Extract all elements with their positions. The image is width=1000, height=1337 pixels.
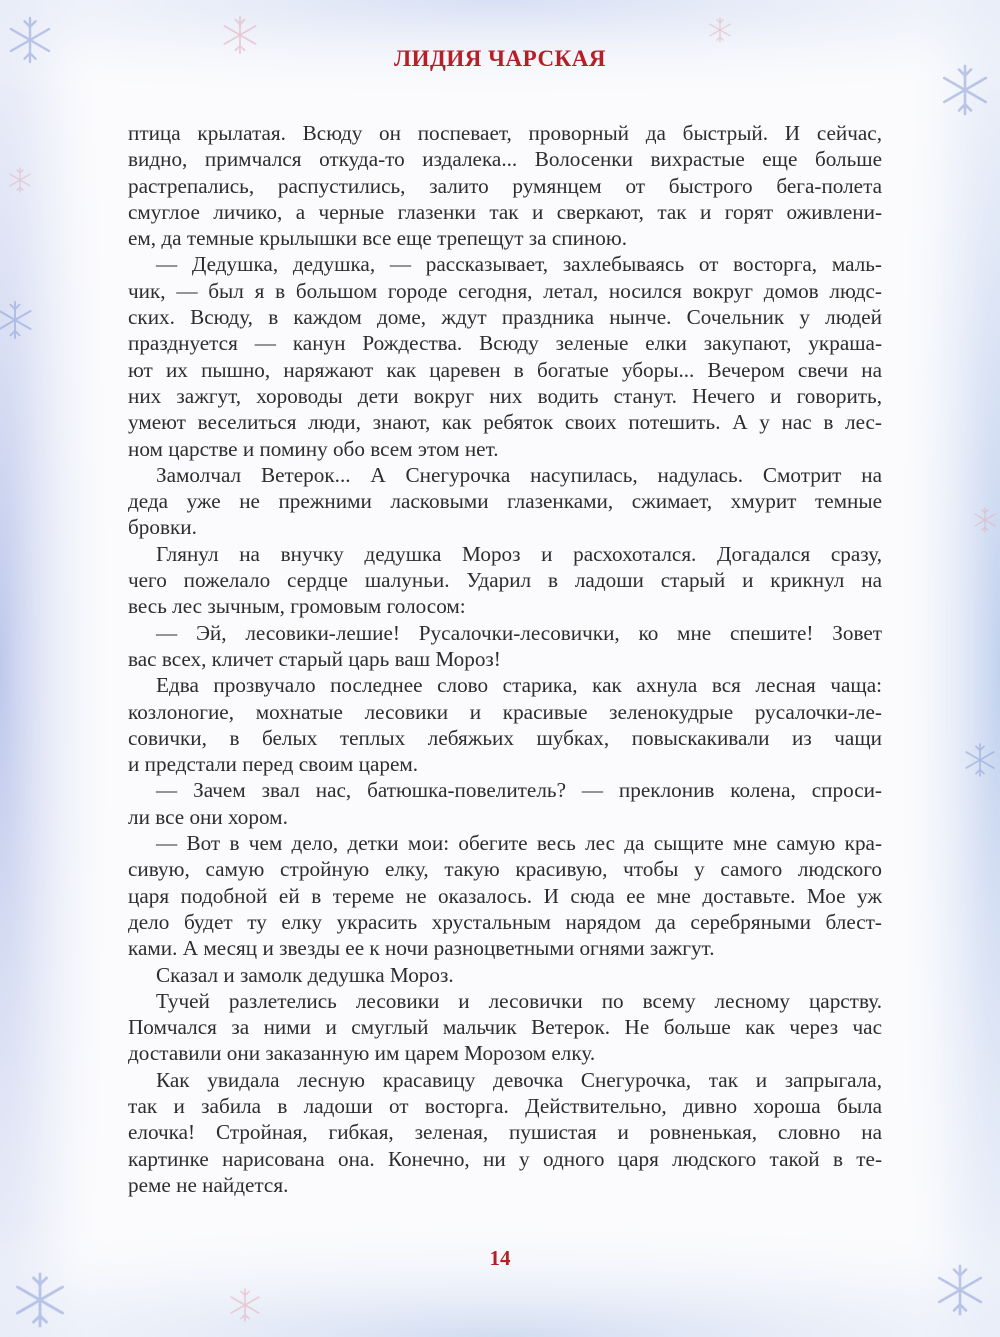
text-line: Замолчал Ветерок... А Снегурочка насупилась, надулась. Смотрит на (156, 462, 882, 487)
text-line: сивую, самую стройную елку, такую красивую, чтобы у самого людского (128, 857, 882, 882)
text-line: ют их пышно, наряжают как царевен в богатые уборы... Вечером свечи на (128, 357, 882, 382)
running-header-author: ЛИДИЯ ЧАРСКАЯ (394, 46, 606, 71)
text-line: — Дедушка, дедушка, — рассказывает, захлебываясь от восторга, маль- (156, 252, 882, 277)
text-line: чик, — был я в большом городе сегодня, летал, носился вокруг домов людс- (128, 278, 882, 303)
text-line: елочка! Стройная, гибкая, зеленая, пушистая и ровненькая, словно на (128, 1120, 882, 1145)
text-line: Тучей разлетелись лесовики и лесовички по всему лесному царству. (156, 988, 882, 1013)
text-line: — Вот в чем дело, детки мои: обегите весь лес да сыщите мне самую кра- (156, 831, 882, 856)
text-line: деда уже не прежними ласковыми глазенками, сжимает, хмурит темные (128, 489, 882, 514)
text-line: Едва прозвучало последнее слово старика, как ахнула вся лесная чаща: (156, 673, 882, 698)
text-line: реме не найдется. (128, 1172, 289, 1197)
text-line: Как увидала лесную красавицу девочка Снегурочка, так и запрыгала, (156, 1067, 882, 1092)
text-line: ем, да темные крылышки все еще трепещут за спиною. (128, 226, 628, 251)
text-line: картинке нарисована она. Конечно, ни у одного царя людского такой в те- (128, 1146, 882, 1171)
text-line: ками. А месяц и звезды ее к ночи разноцветными огнями зажгут. (128, 936, 715, 961)
text-line: доставили они заказанную им царем Морозом елку. (128, 1041, 596, 1066)
text-line: умеют веселиться люди, знают, как ребяток своих потешить. А у нас в лес- (128, 410, 882, 435)
text-line: чего пожелало сердце шалуньи. Ударил в ладоши старый и крикнул на (128, 568, 882, 593)
text-line: ном царстве и помину обо всем этом нет. (128, 436, 499, 461)
text-line: видно, примчался откуда-то издалека... Волосенки вихрастые еще больше (128, 147, 882, 172)
text-line: птица крылатая. Всюду он поспевает, проворный да быстрый. И сейчас, (128, 121, 882, 145)
text-line: Глянул на внучку дедушка Мороз и расхохотался. Догадался сразу, (156, 541, 882, 566)
text-line: дело будет ту елку украсить хрустальным нарядом да серебряными блест- (128, 909, 882, 934)
text-line: — Зачем звал нас, батюшка-повелитель? — преклонив колена, спроси- (156, 778, 882, 803)
text-line: совички, в белых теплых лебяжьих шубках, повыскакивали из чащи (128, 725, 882, 750)
text-line: растрепались, распустились, залито румянцем от быстрого бега-полета (128, 173, 882, 198)
text-line: смуглое личико, а черные глазенки так и сверкают, так и горят оживлени- (128, 199, 882, 224)
text-line: Помчался за ними и смуглый мальчик Ветерок. Не больше как через час (128, 1015, 882, 1040)
text-line: ских. Всюду, в каждом доме, ждут праздника нынче. Сочельник у людей (128, 305, 882, 330)
text-line: — Эй, лесовики-лешие! Русалочки-лесовички, ко мне спешите! Зовет (156, 620, 882, 645)
text-line: Сказал и замолк дедушка Мороз. (156, 962, 454, 987)
text-line: так и забила в ладоши от восторга. Действительно, дивно хороша была (128, 1093, 882, 1118)
text-line: празднуется — канун Рождества. Всюду зеленые елки закупают, украша- (128, 331, 882, 356)
text-line: ли все они хором. (128, 804, 288, 829)
body-text (128, 120, 882, 1198)
text-line: царя подобной ей в тереме не оказалось. И сюда ее мне доставьте. Мое уж (128, 883, 882, 908)
text-line: бровки. (128, 515, 197, 540)
text-line: вас всех, кличет старый царь ваш Мороз! (128, 646, 501, 671)
page-number: 14 (489, 1246, 511, 1270)
text-line: и предстали перед своим царем. (128, 752, 419, 777)
text-line: них зажгут, хороводы дети вокруг них водить станут. Нечего и говорить, (128, 383, 882, 408)
text-line: весь лес зычным, громовым голосом: (128, 594, 466, 619)
text-line: козлоногие, мохнатые лесовики и красивые зеленокудрые русалочки-ле- (128, 699, 882, 724)
